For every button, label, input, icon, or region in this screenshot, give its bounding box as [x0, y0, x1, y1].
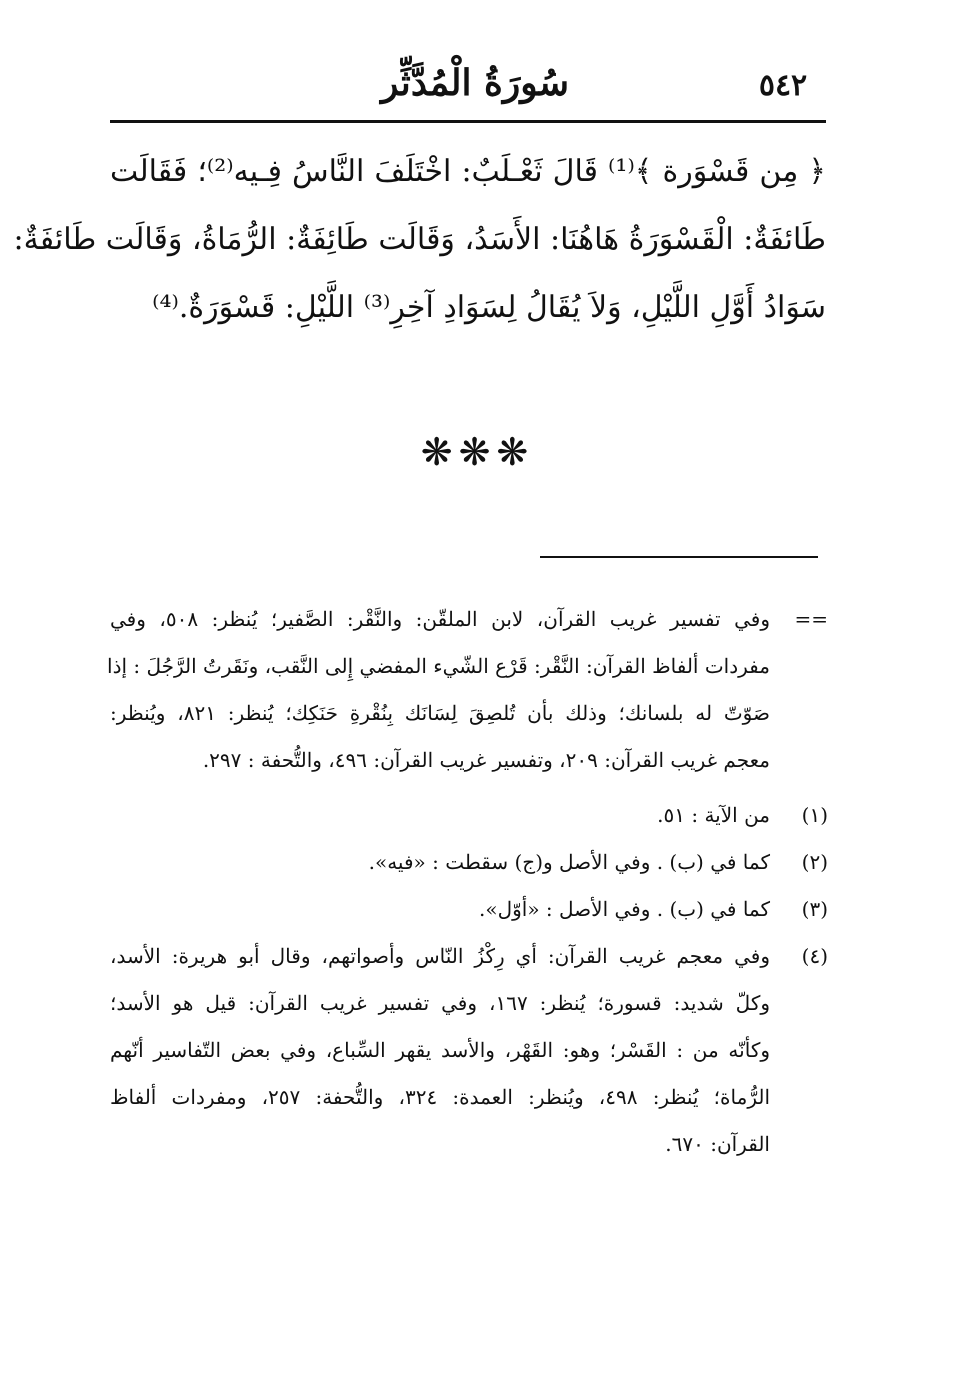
footnote-line: كما في (ب) . وفي الأصل و(ج) سقطت : «فيه».: [368, 850, 770, 874]
footnote-line: وكلّ شديد: قسورة؛ يُنظر: ١٦٧، وفي تفسير غريب القرآن: قيل هو الأسد؛: [110, 991, 771, 1015]
footnote-line: وفي تفسير غريب القرآن، لابن الملقّن: والنَّقْر: الصَّفير؛ يُنظر: ٥٠٨، وفي: [110, 607, 770, 631]
footnote-marker: (١): [801, 803, 828, 827]
footnote-line: القرآن: ٦٧٠.: [665, 1132, 770, 1156]
footnotes: [107, 596, 828, 1168]
main-text-line: ﴿ مِن قَسْوَرة ﴾⁽¹⁾ قَالَ ثَعْـلَبٌ: اخْتَلَفَ النَّاسُ فِـيه⁽²⁾؛ فَقَالَت: [110, 154, 826, 189]
main-text-line: سَوَادُ أَوَّلِ اللَّيْلِ، وَلاَ يُقَالُ لِسَوَادِ آخِرِ⁽³⁾ اللَّيْلِ: قَسْوَرَةٌ.⁽⁴⁾: [152, 290, 826, 325]
footnote-line: من الآية : ٥١.: [657, 803, 770, 827]
main-text: [13, 138, 826, 342]
header-rule: [110, 120, 826, 123]
footnote-line: الرُّماة؛ يُنظر: ٤٩٨، ويُنظر: العمدة: ٣٢٤، والتُّحفة: ٢٥٧، ومفردات ألفاظ: [110, 1085, 771, 1109]
footnote-3: [110, 886, 828, 933]
footnote-rule: [540, 556, 818, 558]
footnote-line: كما في (ب) . وفي الأصل : «أوّل».: [479, 897, 770, 921]
main-text-line: طَائفَةٌ: الْقَسْوَرَةُ هَاهُنَا: الأَسَدُ، وَقَالَت طَائِفَةٌ: الرُّمَاةُ، وَقَالَت طَائفَةٌ:: [13, 222, 826, 257]
footnote-line: معجم غريب القرآن: ٢٠٩، وتفسير غريب القرآن: ٤٩٦، والتُّحفة : ٢٩٧.: [202, 748, 770, 772]
surah-title: سُورَةُ الْمُدَّثِّر: [380, 62, 570, 104]
footnote-2: [110, 839, 828, 886]
footnote-1: [110, 792, 828, 839]
footnote-marker: ==: [794, 607, 828, 631]
footnote-line: وفي معجم غريب القرآن: أي رِكْزُ النّاس وأصواتهم، وقال أبو هريرة: الأسد،: [110, 944, 771, 968]
footnote-line: وكأنّه من : القَسْر؛ وهو: القَهْر، والأسد يقهر السِّباع، وفي بعض التّفاسير أنّهم: [110, 1038, 770, 1062]
footnote-marker: (٣): [801, 897, 828, 921]
page-number: ٥٤٢: [758, 68, 808, 103]
footnote-marker: (٤): [801, 944, 828, 968]
footnote-line: صَوّتّ له بلسانك؛ وذلك بأن تُلصِقَ لِسَانَك بِنُقْرةِ حَنَكِك؛ يُنظر: ٨٢١، ويُنظر:: [110, 701, 770, 725]
footnote-4: [110, 933, 828, 1168]
section-separator: ❋❋❋: [420, 430, 535, 474]
footnote-line: مفردات ألفاظ القرآن: النَّقْر: قَرْع الشّيء المفضي إِلى النَّقب، ونَقَرتُ الرَّجُلَ : إذا: [107, 654, 770, 678]
footnote-marker: (٢): [801, 850, 828, 874]
footnote-continuation: [107, 596, 828, 784]
